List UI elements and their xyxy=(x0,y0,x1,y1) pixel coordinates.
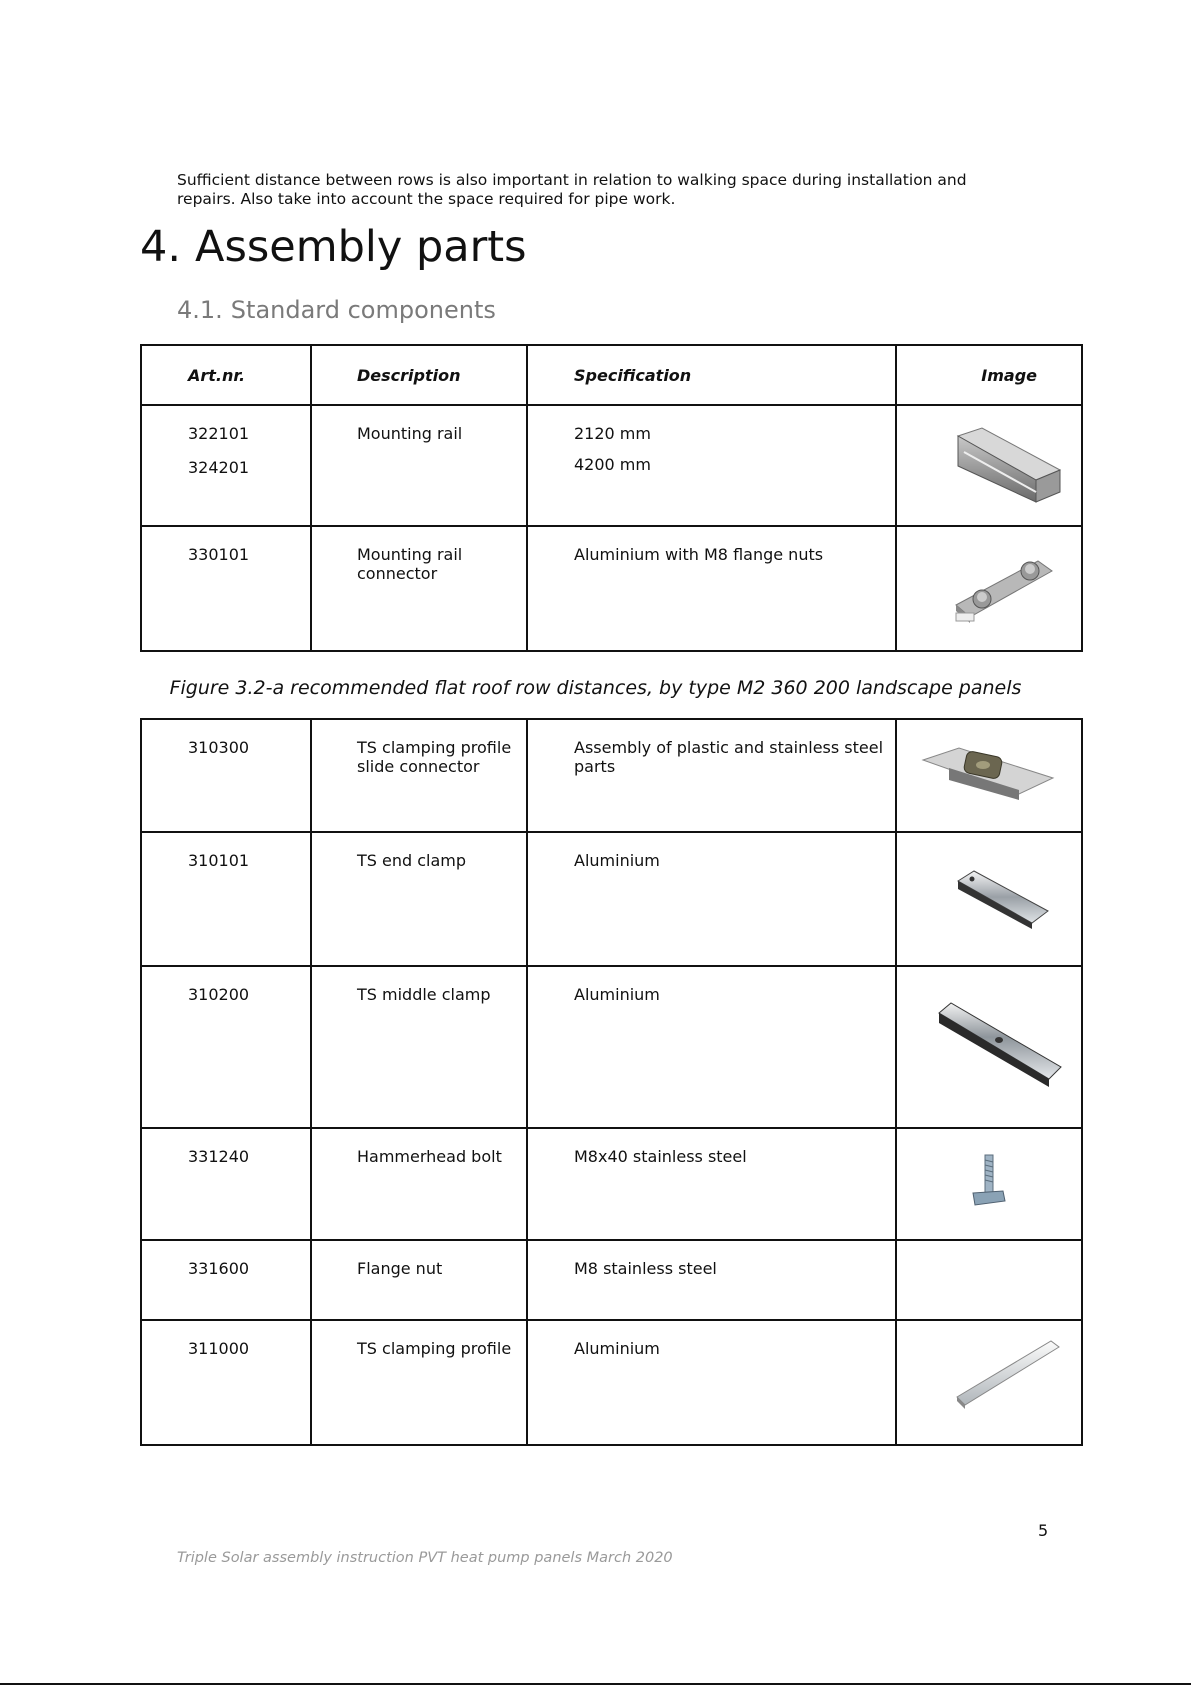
description-cell xyxy=(311,405,527,526)
specification: 4200 mm xyxy=(574,455,651,474)
table-row xyxy=(141,832,1082,966)
specification-cell xyxy=(527,966,896,1128)
description: Mounting rail connector xyxy=(357,545,463,583)
page-footer: Triple Solar assembly instruction PVT heat pump panels March 2020 xyxy=(177,1550,673,1566)
art-nr-cell xyxy=(141,1128,311,1240)
description: TS end clamp xyxy=(357,851,467,870)
header-art-nr: Art.nr. xyxy=(141,345,311,405)
table-row xyxy=(141,526,1082,651)
table-row xyxy=(141,1128,1082,1240)
description-cell xyxy=(311,719,527,832)
rail-connector-image xyxy=(952,547,1056,627)
table-row xyxy=(141,719,1082,832)
specification-cell xyxy=(527,1320,896,1445)
art-nr-cell xyxy=(141,1240,311,1320)
table-row xyxy=(141,1320,1082,1445)
description: Flange nut xyxy=(357,1259,443,1278)
specification: Aluminium xyxy=(574,985,660,1004)
description-cell xyxy=(311,1128,527,1240)
section-number: 4. xyxy=(140,222,182,272)
subsection-number: 4.1. xyxy=(177,296,223,324)
clamping-profile-image xyxy=(955,1335,1065,1415)
art-nr-cell xyxy=(141,719,311,832)
section-title: Assembly parts xyxy=(195,222,527,272)
subsection-title: Standard components xyxy=(230,296,496,324)
specification: Aluminium xyxy=(574,851,660,870)
mounting-rail-image xyxy=(952,426,1064,506)
description: Mounting rail xyxy=(357,424,463,443)
description-cell xyxy=(311,1320,527,1445)
table-row xyxy=(141,405,1082,526)
subsection-heading xyxy=(177,293,496,327)
figure-caption: Figure 3.2-a recommended flat roof row distances, by type M2 360 200 landscape panels xyxy=(169,677,1022,699)
art-nr-cell xyxy=(141,832,311,966)
art-nr-cell xyxy=(141,1320,311,1445)
section-heading xyxy=(140,218,527,276)
image-cell xyxy=(896,966,1082,1128)
table-row xyxy=(141,1240,1082,1320)
specification: Aluminium with M8 flange nuts xyxy=(574,545,824,564)
art-nr-cell xyxy=(141,526,311,651)
art-nr: 331240 xyxy=(188,1147,250,1166)
description: TS clamping profile slide connector xyxy=(357,738,512,776)
image-cell-empty xyxy=(896,1240,1082,1320)
specification: 2120 mm xyxy=(574,424,651,443)
components-table-2 xyxy=(140,718,1083,1446)
art-nr: 324201 xyxy=(188,458,250,477)
image-cell xyxy=(896,1320,1082,1445)
image-cell xyxy=(896,719,1082,832)
description-cell xyxy=(311,966,527,1128)
image-cell xyxy=(896,832,1082,966)
components-table-1 xyxy=(140,344,1083,652)
intro-paragraph: Sufficient distance between rows is also important in relation to walking space during installation and repairs. Also take into account the space required for pipe work. xyxy=(177,171,967,208)
header-image: Image xyxy=(896,345,1082,405)
image-cell xyxy=(896,526,1082,651)
image-cell xyxy=(896,405,1082,526)
middle-clamp-image xyxy=(935,995,1065,1095)
specification: M8x40 stainless steel xyxy=(574,1147,747,1166)
hammerhead-bolt-image xyxy=(969,1151,1009,1211)
art-nr-cell xyxy=(141,966,311,1128)
description: TS middle clamp xyxy=(357,985,491,1004)
specification-cell xyxy=(527,719,896,832)
specification-cell xyxy=(527,1240,896,1320)
specification-cell xyxy=(527,832,896,966)
specification: Aluminium xyxy=(574,1339,660,1358)
description-cell xyxy=(311,1240,527,1320)
description: Hammerhead bolt xyxy=(357,1147,502,1166)
specification: Assembly of plastic and stainless steel parts xyxy=(574,738,884,776)
end-clamp-image xyxy=(952,863,1052,933)
art-nr: 310200 xyxy=(188,985,250,1004)
description-cell xyxy=(311,832,527,966)
art-nr: 310300 xyxy=(188,738,250,757)
specification-cell xyxy=(527,405,896,526)
art-nr: 330101 xyxy=(188,545,250,564)
description-cell xyxy=(311,526,527,651)
header-description: Description xyxy=(311,345,527,405)
slide-connector-image xyxy=(919,738,1057,804)
art-nr: 322101 xyxy=(188,424,250,443)
specification: M8 stainless steel xyxy=(574,1259,717,1278)
description: TS clamping profile xyxy=(357,1339,512,1358)
image-cell xyxy=(896,1128,1082,1240)
art-nr-cell xyxy=(141,405,311,526)
table-header-row xyxy=(141,345,1082,405)
page-number: 5 xyxy=(1038,1521,1049,1540)
art-nr: 311000 xyxy=(188,1339,250,1358)
art-nr: 310101 xyxy=(188,851,250,870)
table-row xyxy=(141,966,1082,1128)
header-specification: Specification xyxy=(527,345,896,405)
specification-cell xyxy=(527,526,896,651)
specification-cell xyxy=(527,1128,896,1240)
art-nr: 331600 xyxy=(188,1259,250,1278)
